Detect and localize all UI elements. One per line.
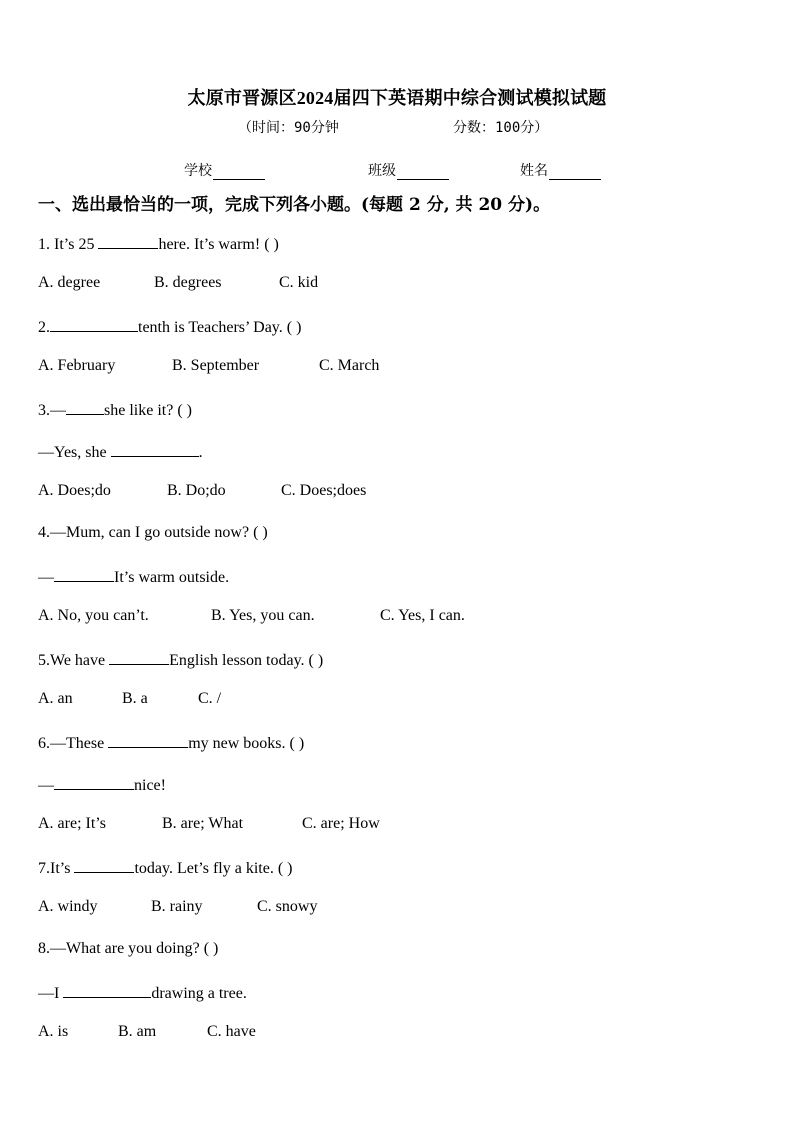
answer-blank[interactable] [98,233,158,249]
option-c[interactable]: C. are; How [302,815,380,832]
answer-blank[interactable] [50,316,138,332]
option-a[interactable]: A. an [38,690,73,707]
class-field [368,160,449,180]
option-a[interactable]: A. February [38,357,116,374]
option-a[interactable]: A. windy [38,898,98,915]
question-8-stem: 8.—What are you doing? ( ) [38,940,219,957]
school-blank[interactable] [213,165,265,180]
question-6-reply: — nice! [38,774,166,795]
question-5-stem: 5.We have English lesson today. ( ) [38,649,323,670]
question-1-stem: 1. It’s 25 here. It’s warm! ( ) [38,233,279,254]
option-b[interactable]: B. are; What [162,815,244,832]
option-b[interactable]: B. am [118,1023,157,1040]
question-7-stem: 7.It’s today. Let’s fly a kite. ( ) [38,857,292,878]
option-b[interactable]: B. Do;do [167,482,226,499]
section-heading: 一、选出最恰当的一项，完成下列各小题。(每题 2 分, 共 20 分)。 [38,195,551,215]
question-3-reply: —Yes, she . [38,441,203,462]
exam-score: 分数：100分） [453,120,549,136]
school-label: 学校 [184,163,212,179]
option-b[interactable]: B. rainy [151,898,203,915]
question-7-options [38,898,317,916]
answer-blank[interactable] [63,982,151,998]
option-c[interactable]: C. snowy [257,898,318,915]
option-c[interactable]: C. / [198,690,222,707]
answer-blank[interactable] [54,566,114,582]
option-c[interactable]: C. have [207,1023,256,1040]
question-8-options [38,1023,256,1041]
class-label: 班级 [368,163,396,179]
option-b[interactable]: B. a [122,690,148,707]
question-4-stem: 4.—Mum, can I go outside now? ( ) [38,524,268,541]
option-c[interactable]: C. kid [279,274,319,291]
answer-blank[interactable] [111,441,199,457]
school-field [184,160,265,180]
question-4-options [38,607,465,625]
question-2-stem: 2. tenth is Teachers’ Day. ( ) [38,316,301,337]
question-3-options [38,482,366,500]
question-3-stem: 3.— she like it? ( ) [38,399,192,420]
exam-time: （时间：90分钟 [238,120,339,136]
exam-title: 太原市晋源区2024届四下英语期中综合测试模拟试题 [187,88,607,108]
question-1-options [38,274,318,292]
option-a[interactable]: A. degree [38,274,101,291]
question-2-options [38,357,379,375]
option-a[interactable]: A. Does;do [38,482,111,499]
option-b[interactable]: B. degrees [154,274,222,291]
option-c[interactable]: C. Does;does [281,482,367,499]
answer-blank[interactable] [109,649,169,665]
name-label: 姓名 [520,163,548,179]
question-6-stem: 6.—These my new books. ( ) [38,732,304,753]
option-a[interactable]: A. are; It’s [38,815,106,832]
option-c[interactable]: C. Yes, I can. [380,607,465,624]
question-8-reply: —I drawing a tree. [38,982,247,1003]
option-b[interactable]: B. September [172,357,260,374]
answer-blank[interactable] [74,857,134,873]
option-c[interactable]: C. March [319,357,380,374]
question-6-options [38,815,380,833]
question-5-options [38,690,221,708]
name-blank[interactable] [549,165,601,180]
name-field [520,160,601,180]
class-blank[interactable] [397,165,449,180]
answer-blank[interactable] [54,774,134,790]
option-a[interactable]: A. No, you can’t. [38,607,149,624]
option-a[interactable]: A. is [38,1023,69,1040]
option-b[interactable]: B. Yes, you can. [211,607,315,624]
answer-blank[interactable] [66,399,104,415]
answer-blank[interactable] [108,732,188,748]
question-4-reply: — It’s warm outside. [38,566,229,587]
